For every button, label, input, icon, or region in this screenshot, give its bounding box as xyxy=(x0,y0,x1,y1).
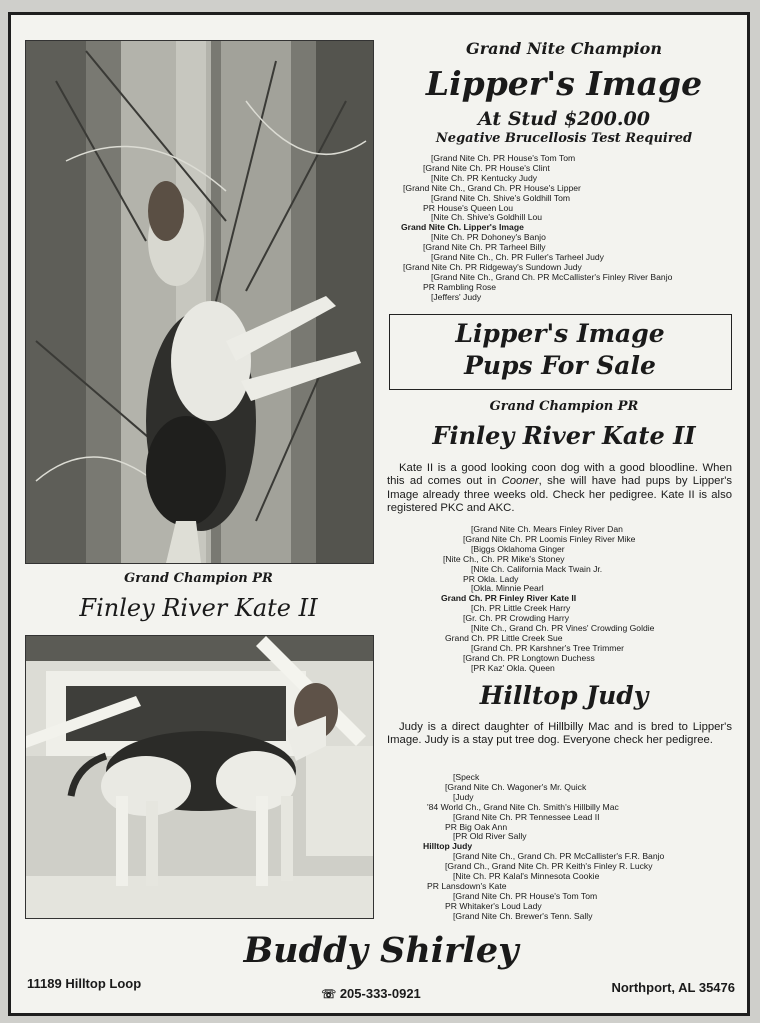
pedigree-line: [Nite Ch. PR Kalal's Minnesota Cookie xyxy=(453,871,600,882)
judy-description: Judy is a direct daughter of Hillbilly Mac and is bred to Lipper's Image. Judy is a stay put tree dog. Everyone check her pedigree. xyxy=(387,721,732,747)
judy-name: Hilltop Judy xyxy=(479,681,649,710)
pedigree-line: [Grand Nite Ch., Ch. PR Fuller's Tarheel Judy xyxy=(431,252,604,263)
owner-phone-row xyxy=(271,986,471,1002)
pedigree-subject: Grand Ch. PR Finley River Kate II xyxy=(441,593,577,604)
photo-treeing-hound xyxy=(25,40,374,564)
pedigree-line: [Grand Nite Ch. PR House's Clint xyxy=(423,162,550,173)
pedigree-line: [Grand Nite Ch. Mears Finley River Dan xyxy=(471,524,623,534)
kate-name: Finley River Kate II xyxy=(432,421,696,450)
pedigree-line: [Grand Nite Ch. PR Ridgeway's Sundown Judy xyxy=(403,261,582,272)
pedigree-line: [Grand Nite Ch. PR House's Tom Tom xyxy=(453,890,598,901)
pedigree-line: [Grand Nite Ch. PR Tarheel Billy xyxy=(423,242,546,253)
pups-for-sale-box xyxy=(389,314,732,390)
owner-city: Northport, AL 35476 xyxy=(611,980,735,995)
pups-box-line2: Pups For Sale xyxy=(464,351,656,380)
pedigree-line: [Biggs Oklahoma Ginger xyxy=(471,543,565,554)
pedigree-line: PR Okla. Lady xyxy=(463,573,519,584)
pedigree-line: PR Rambling Rose xyxy=(423,281,497,292)
pedigree-line: [Okla. Minnie Pearl xyxy=(471,583,544,594)
kate-pedigree xyxy=(441,524,655,674)
kate-description: Kate II is a good looking coon dog with a good bloodline. When this ad comes out in Cooner, she will have had pups by Lipper's Image already three weeks old. Check her pedigree. Kate II is also registered PKC and AKC. xyxy=(387,462,733,515)
pedigree-line: [Grand Nite Ch. PR Tennessee Lead II xyxy=(453,811,600,822)
pedigree-line: Grand Ch. PR Little Creek Sue xyxy=(445,632,563,643)
pedigree-line: [PR Old River Sally xyxy=(453,831,527,842)
stud-pedigree xyxy=(401,153,673,303)
pedigree-line: [Grand Ch., Grand Nite Ch. PR Keith's Finley R. Lucky xyxy=(445,861,653,872)
pups-box-line1: Lipper's Image xyxy=(455,319,665,348)
judy-pedigree xyxy=(423,772,665,922)
photo-caption-name: Finley River Kate II xyxy=(79,594,318,622)
pedigree-line: [Speck xyxy=(453,772,480,782)
pedigree-line: [Grand Nite Ch. PR House's Tom Tom xyxy=(431,153,576,163)
pedigree-line: [Nite Ch., Ch. PR Mike's Stoney xyxy=(443,553,565,564)
owner-name: Buddy Shirley xyxy=(243,930,519,971)
pedigree-line: [Grand Ch. PR Karshner's Tree Trimmer xyxy=(471,642,625,653)
telephone-icon: ☏ xyxy=(321,987,337,1001)
pedigree-line: [Ch. PR Little Creek Harry xyxy=(471,603,571,614)
pedigree-line: PR Big Oak Ann xyxy=(445,821,508,832)
owner-phone: 205-333-0921 xyxy=(339,986,421,1001)
stud-subtitle: Grand Nite Champion xyxy=(466,39,662,58)
pedigree-line: [Grand Ch. PR Longtown Duchess xyxy=(463,652,595,663)
standing-hound-image xyxy=(26,636,373,918)
pedigree-line: [Grand Nite Ch. Brewer's Tenn. Sally xyxy=(453,910,593,921)
stud-brucellosis-note: Negative Brucellosis Test Required xyxy=(435,131,693,146)
pedigree-subject: Grand Nite Ch. Lipper's Image xyxy=(401,222,524,233)
pedigree-line: [Judy xyxy=(453,791,474,802)
pedigree-line: [Grand Nite Ch., Grand Ch. PR McCallister's F.R. Banjo xyxy=(453,851,665,862)
treeing-hound-image xyxy=(26,41,373,563)
advertisement-page xyxy=(8,12,750,1016)
magazine-name: Cooner xyxy=(501,475,539,488)
pedigree-line: [Nite Ch. Shive's Goldhill Lou xyxy=(431,212,543,223)
pedigree-line: [Grand Nite Ch., Grand Ch. PR House's Lipper xyxy=(403,182,581,193)
pedigree-line: [Nite Ch. PR Dohoney's Banjo xyxy=(431,232,546,243)
stud-name: Lipper's Image xyxy=(425,64,703,103)
pedigree-subject: Hilltop Judy xyxy=(423,841,473,852)
stud-fee: At Stud $200.00 xyxy=(478,108,650,130)
pedigree-line: [Jeffers' Judy xyxy=(431,291,482,302)
pedigree-line: [Grand Nite Ch., Grand Ch. PR McCallister's Finley River Banjo xyxy=(431,271,673,282)
pedigree-line: [Grand Nite Ch. Wagoner's Mr. Quick xyxy=(445,781,587,792)
pedigree-line: [Nite Ch. California Mack Twain Jr. xyxy=(471,563,603,574)
pedigree-line: [Gr. Ch. PR Crowding Harry xyxy=(463,613,570,624)
pedigree-line: [PR Kaz' Okla. Queen xyxy=(471,662,555,673)
photo-standing-hound xyxy=(25,635,374,919)
pedigree-line: [Grand Nite Ch. PR Loomis Finley River Mike xyxy=(463,533,636,544)
pedigree-line: [Grand Nite Ch. Shive's Goldhill Tom xyxy=(431,192,571,203)
pedigree-line: PR Whitaker's Loud Lady xyxy=(445,900,542,911)
kate-subtitle: Grand Champion PR xyxy=(489,399,639,414)
pedigree-line: [Nite Ch., Grand Ch. PR Vines' Crowding Goldie xyxy=(471,623,655,634)
pedigree-line: [Nite Ch. PR Kentucky Judy xyxy=(431,172,538,183)
pedigree-line: PR Lansdown's Kate xyxy=(427,880,507,891)
owner-address: 11189 Hilltop Loop xyxy=(27,976,142,991)
photo-caption-subtitle: Grand Champion PR xyxy=(124,571,273,586)
pedigree-line: PR House's Queen Lou xyxy=(423,202,514,213)
pedigree-line: '84 World Ch., Grand Nite Ch. Smith's Hillbilly Mac xyxy=(427,801,619,812)
